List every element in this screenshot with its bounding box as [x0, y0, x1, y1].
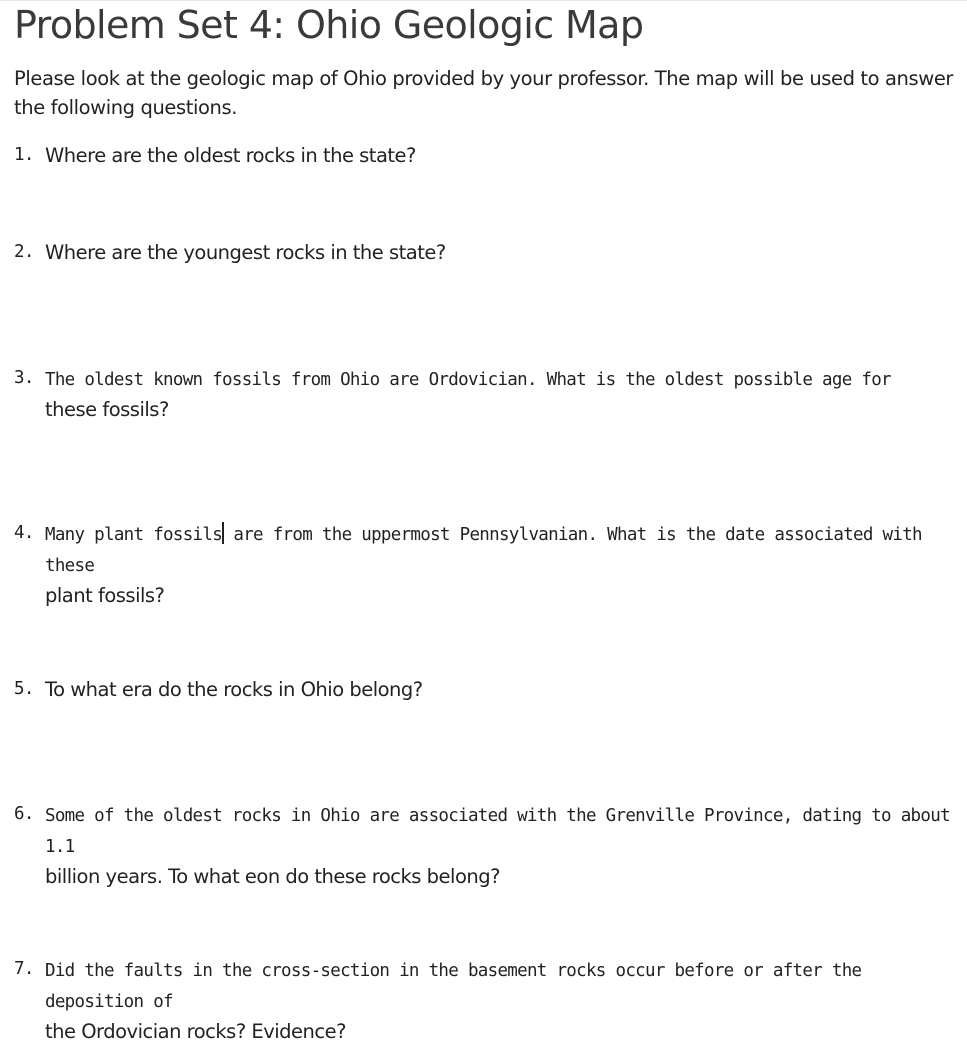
- question-text: [45, 364, 959, 424]
- question-1: [14, 141, 959, 170]
- question-number: 4.: [14, 523, 34, 543]
- question-number: 7.: [14, 959, 34, 979]
- question-6: [14, 800, 959, 891]
- question-text: Where are the oldest rocks in the state?: [45, 144, 416, 167]
- question-number: 6.: [14, 804, 34, 824]
- question-line-1-end: are from the uppermost Pennsylvanian. What is the date associated with these: [45, 525, 922, 576]
- question-text: [45, 800, 959, 891]
- question-line-2: plant fossils?: [45, 584, 165, 607]
- question-5: [14, 675, 959, 704]
- question-line-1: The oldest known fossils from Ohio are Ordovician. What is the oldest possible age for: [45, 370, 891, 390]
- question-line-1: Did the faults in the cross-section in the basement rocks occur before or after the deposition of: [45, 961, 862, 1012]
- intro-paragraph: Please look at the geologic map of Ohio provided by your professor. The map will be used to answer the following questions.: [14, 67, 954, 119]
- question-number: 3.: [14, 368, 34, 388]
- page-title: Problem Set 4: Ohio Geologic Map: [14, 3, 644, 47]
- question-line-1-start: Many plant fossils: [45, 525, 223, 545]
- top-border: [0, 0, 967, 1]
- question-number: 2.: [14, 242, 34, 262]
- question-line-2: these fossils?: [45, 398, 169, 421]
- question-2: [14, 238, 959, 267]
- question-line-1: Some of the oldest rocks in Ohio are associated with the Grenville Province, dating to about 1.1: [45, 806, 950, 857]
- question-4: [14, 519, 959, 610]
- question-line-2: billion years. To what eon do these rocks belong?: [45, 865, 500, 888]
- question-number: 1.: [14, 145, 34, 165]
- question-text: [45, 955, 959, 1046]
- question-text: To what era do the rocks in Ohio belong?: [45, 678, 423, 701]
- question-7: [14, 955, 959, 1046]
- question-number: 5.: [14, 679, 34, 699]
- question-line-2: the Ordovician rocks? Evidence?: [45, 1020, 346, 1043]
- question-text[interactable]: [45, 519, 959, 610]
- question-3: [14, 364, 959, 424]
- question-text: Where are the youngest rocks in the state?: [45, 241, 446, 264]
